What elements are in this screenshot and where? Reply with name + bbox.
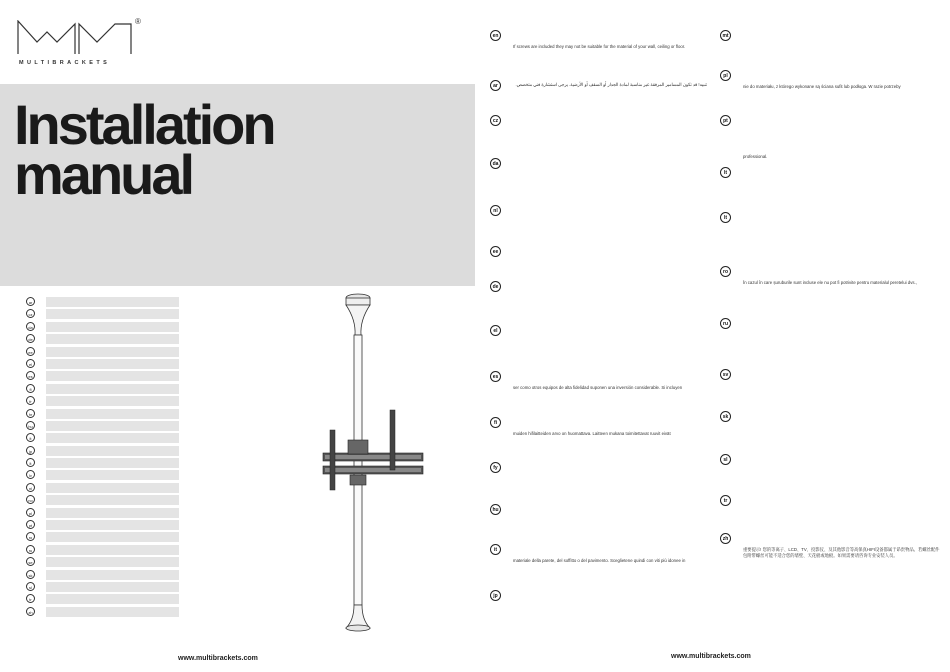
language-code-badge: it — [490, 544, 501, 555]
language-code-badge: sl — [26, 582, 35, 591]
language-code-badge: pt — [720, 115, 731, 126]
language-code-badge: ee — [26, 347, 35, 356]
language-row — [26, 507, 186, 519]
language-row — [26, 469, 186, 481]
language-code-badge: it — [26, 433, 35, 442]
language-field — [46, 594, 179, 604]
language-code-badge: sv — [720, 369, 731, 380]
page-title — [14, 93, 274, 206]
warning-text: 重要提示! 您的等离子、LCD、TV、投影仪、及其他影音等高保真HIFI设备都属于昂贵物品。若螺丝配件包附带螺丝可能不适合您的墙壁、天花板或地板。如果需要请咨询专业安装人员。 — [743, 547, 940, 558]
warnings-column-left — [485, 0, 710, 672]
warning-text: În cazul în care șuruburile sunt incluse ele nu pot fi potrivite pentru materialul peretelui dvs., — [743, 280, 917, 285]
language-row — [26, 333, 186, 345]
language-code-badge: zh — [720, 533, 731, 544]
website-url: www.multibrackets.com — [178, 655, 258, 662]
warning-text: professional. — [743, 154, 768, 159]
language-field — [46, 607, 179, 617]
language-field — [46, 458, 179, 468]
language-row — [26, 556, 186, 568]
language-code-badge: no — [26, 495, 35, 504]
language-field — [46, 309, 179, 319]
language-field — [46, 297, 179, 307]
language-row — [26, 370, 186, 382]
language-code-badge: fy — [490, 462, 501, 473]
language-code-badge: da — [26, 322, 35, 331]
language-row — [26, 432, 186, 444]
language-code-badge: fi — [490, 417, 501, 428]
language-row — [26, 519, 186, 531]
language-code-badge: el — [26, 359, 35, 368]
language-code-badge: jp — [490, 590, 501, 601]
warnings-page — [475, 0, 950, 672]
language-code-badge: sk — [720, 411, 731, 422]
language-code-badge: cz — [26, 309, 35, 318]
language-code-badge: ro — [720, 266, 731, 277]
language-code-badge: hr — [26, 409, 35, 418]
language-code-badge: es — [490, 371, 501, 382]
language-code-badge: mt — [720, 30, 731, 41]
language-field — [46, 446, 179, 456]
language-code-badge: lt — [720, 167, 731, 178]
language-field — [46, 520, 179, 530]
warning-text: muiden hifilaitteiden arvo on huomattava. Laitteen mukana toimitettavat ruuvit eivät — [513, 431, 671, 436]
language-code-badge: es — [26, 371, 35, 380]
language-code-badge: ro — [26, 532, 35, 541]
language-row — [26, 346, 186, 358]
language-field — [46, 508, 179, 518]
warning-text: materiale della parete, del soffitto o del pavimento. Sceglietene quindi con viti più idonee in — [513, 558, 686, 563]
language-row — [26, 581, 186, 593]
language-code-badge: cz — [490, 115, 501, 126]
language-code-badge: pt — [26, 520, 35, 529]
language-code-badge: de — [26, 334, 35, 343]
language-row — [26, 383, 186, 395]
language-row — [26, 569, 186, 581]
language-row — [26, 606, 186, 618]
language-code-badge: hu — [490, 504, 501, 515]
language-code-badge: fr — [26, 396, 35, 405]
language-code-badge: ee — [490, 246, 501, 257]
warning-text: If screws are included they may not be suitable for the material of your wall, ceiling or floor. — [513, 44, 686, 49]
language-code-badge: de — [490, 281, 501, 292]
language-code-badge: sk — [26, 570, 35, 579]
language-row — [26, 321, 186, 333]
language-field — [46, 570, 179, 580]
language-field — [46, 532, 179, 542]
language-row — [26, 544, 186, 556]
language-field — [46, 495, 179, 505]
language-code-badge: lt — [26, 458, 35, 467]
multibrackets-logo — [17, 17, 142, 72]
language-field — [46, 359, 179, 369]
language-code-badge: pl — [26, 508, 35, 517]
language-list — [26, 296, 186, 618]
language-code-badge: zh — [26, 607, 35, 616]
language-code-badge: el — [490, 325, 501, 336]
language-code-badge: sl — [720, 454, 731, 465]
language-row — [26, 358, 186, 370]
language-code-badge: nl — [26, 483, 35, 492]
language-code-badge: en — [490, 30, 501, 41]
language-code-badge: nl — [490, 205, 501, 216]
language-code-badge: ar — [490, 80, 501, 91]
language-row — [26, 482, 186, 494]
language-field — [46, 470, 179, 480]
warning-text: تنبيه! قد تكون المسامير المرفقة غير مناسبة لمادة الجدار أو السقف أو الأرضية. يرجى استشارة فني متخصص. — [515, 82, 707, 87]
language-row — [26, 531, 186, 543]
language-code-badge: lt — [720, 212, 731, 223]
title-band — [0, 84, 475, 286]
language-row — [26, 395, 186, 407]
language-field — [46, 334, 179, 344]
language-field — [46, 545, 179, 555]
language-field — [46, 582, 179, 592]
language-code-badge: da — [490, 158, 501, 169]
logo-mark-icon — [17, 20, 135, 56]
language-code-badge: ru — [720, 318, 731, 329]
language-field — [46, 557, 179, 567]
language-code-badge: lv — [26, 470, 35, 479]
language-field — [46, 396, 179, 406]
language-code-badge: ru — [26, 545, 35, 554]
brand-name: MULTIBRACKETS — [19, 60, 111, 66]
registered-mark: ® — [135, 17, 141, 26]
language-row — [26, 494, 186, 506]
language-field — [46, 371, 179, 381]
language-row — [26, 308, 186, 320]
warning-text: ser como otros equipos de alta fidelidad suponen una inversión considerable. Si incluyen — [513, 385, 683, 390]
language-code-badge: fi — [26, 384, 35, 393]
language-code-badge: hu — [26, 421, 35, 430]
language-code-badge: tr — [720, 495, 731, 506]
language-field — [46, 433, 179, 443]
language-code-badge: tr — [26, 594, 35, 603]
warning-text: nie do materiału, z którego wykonane są ściana sufit lub podłoga. W razie potrzeby — [743, 84, 901, 89]
floor-ceiling-mount-illustration — [310, 290, 425, 635]
language-field — [46, 322, 179, 332]
language-row — [26, 593, 186, 605]
website-url: www.multibrackets.com — [671, 653, 751, 660]
language-field — [46, 384, 179, 394]
language-row — [26, 457, 186, 469]
warnings-column-right — [715, 0, 940, 672]
title-line-2: manual — [14, 143, 193, 206]
title-line-1: Installation — [14, 93, 274, 156]
language-row — [26, 296, 186, 308]
language-code-badge: ar — [26, 297, 35, 306]
language-code-badge: jp — [26, 446, 35, 455]
language-code-badge: pl — [720, 70, 731, 81]
language-field — [46, 421, 179, 431]
language-row — [26, 408, 186, 420]
language-row — [26, 445, 186, 457]
language-field — [46, 409, 179, 419]
language-field — [46, 483, 179, 493]
language-row — [26, 420, 186, 432]
language-code-badge: se — [26, 557, 35, 566]
language-field — [46, 347, 179, 357]
